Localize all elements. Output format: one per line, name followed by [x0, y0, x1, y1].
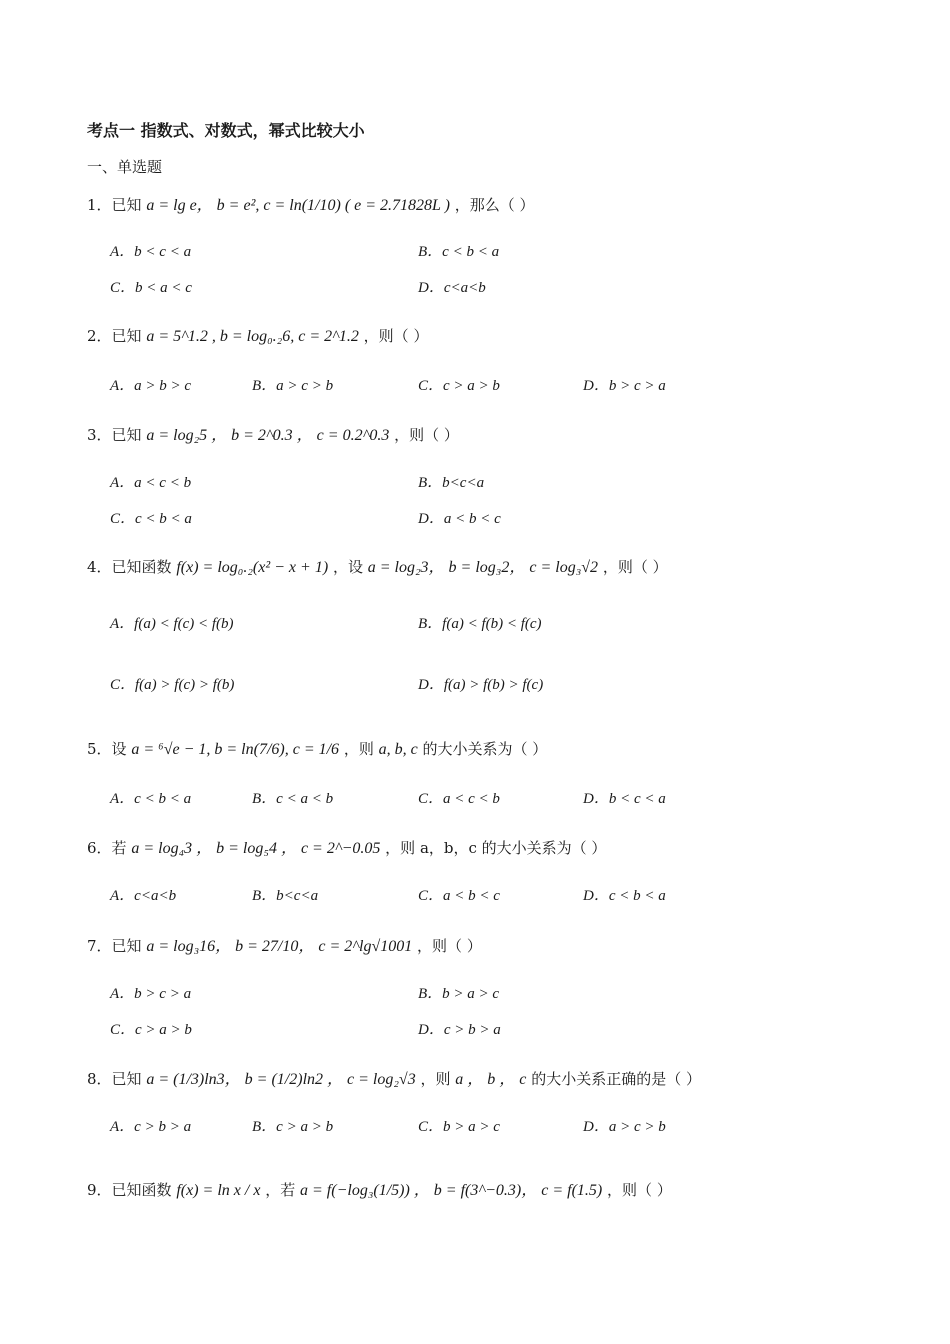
q3-option-b[interactable]: B．b<c<a — [418, 475, 485, 491]
q1-option-d[interactable]: D．c<a<b — [418, 280, 486, 296]
q3-option-c[interactable]: C．c < b < a — [110, 511, 192, 527]
q9-lead: 9．已知函数 — [87, 1181, 172, 1199]
q5-lead: 5．设 — [87, 740, 127, 758]
q2-option-c[interactable]: C．c > a > b — [418, 378, 500, 394]
q8-math: a = (1/3)ln3， b = (1/2)ln2 ， c = log₂√3 — [146, 1071, 416, 1088]
q8-option-d[interactable]: D．a > c > b — [583, 1119, 666, 1135]
q2-tail: ，则（ ） — [363, 327, 429, 345]
q5-option-b[interactable]: B．c < a < b — [252, 791, 334, 807]
q2-lead: 2．已知 — [87, 327, 142, 345]
q9-tail: ，则（ ） — [607, 1181, 672, 1199]
q4-math2: a = log₂3， b = log₃2， c = log₃√2 — [367, 559, 599, 576]
q9-mid: ，若 — [265, 1181, 296, 1199]
question-4 — [87, 554, 668, 577]
page-title: 考点一 指数式、对数式，幂式比较大小 — [87, 121, 365, 140]
question-6 — [87, 835, 606, 858]
q5-mid: ，则 — [343, 740, 374, 758]
q7-option-b[interactable]: B．b > a > c — [418, 986, 500, 1002]
q8-math2: a ， b ， c — [455, 1071, 527, 1088]
q7-tail: ，则（ ） — [417, 937, 482, 955]
question-2 — [87, 325, 428, 346]
q4-option-c[interactable]: C．f(a) > f(c) > f(b) — [110, 677, 235, 693]
q3-option-a[interactable]: A．a < c < b — [110, 475, 192, 491]
q1-lead: 1．已知 — [87, 196, 142, 214]
q3-math: a = log₂5 ， b = 2^0.3 ， c = 0.2^0.3 — [146, 427, 390, 444]
question-8 — [87, 1066, 701, 1089]
question-9 — [87, 1177, 672, 1200]
q6-tail: ，则 a，b，c 的大小关系为（ ） — [385, 839, 607, 857]
q6-option-c[interactable]: C．a < b < c — [418, 888, 500, 904]
q2-math: a = 5^1.2 , b = log₀.₂6, c = 2^1.2 — [146, 328, 359, 345]
q7-option-d[interactable]: D．c > b > a — [418, 1022, 501, 1038]
q3-option-d[interactable]: D．a < b < c — [418, 511, 501, 527]
q3-lead: 3．已知 — [87, 426, 142, 444]
q5-option-d[interactable]: D．b < c < a — [583, 791, 666, 807]
question-1 — [87, 192, 535, 215]
section-heading: 一、单选题 — [87, 158, 163, 176]
q2-option-a[interactable]: A．a > b > c — [110, 378, 192, 394]
q1-option-b[interactable]: B．c < b < a — [418, 244, 500, 260]
q1-option-a[interactable]: A．b < c < a — [110, 244, 192, 260]
q7-lead: 7．已知 — [87, 937, 142, 955]
q4-option-b[interactable]: B．f(a) < f(b) < f(c) — [418, 616, 542, 632]
q4-option-a[interactable]: A．f(a) < f(c) < f(b) — [110, 616, 234, 632]
q9-math: f(x) = ln x / x — [176, 1182, 261, 1199]
q1-math: a = lg e， b = e², c = ln(1/10) ( e = 2.71828L ) — [146, 197, 450, 214]
q5-math: a = ⁶√e − 1, b = ln(7/6), c = 1/6 — [131, 741, 340, 758]
q8-mid: ，则 — [420, 1070, 451, 1088]
question-3 — [87, 422, 459, 445]
q8-tail: 的大小关系正确的是（ ） — [531, 1070, 701, 1088]
q4-option-d[interactable]: D．f(a) > f(b) > f(c) — [418, 677, 544, 693]
q4-tail: ，则（ ） — [602, 558, 668, 576]
q4-lead: 4．已知函数 — [87, 558, 172, 576]
q5-math2: a, b, c — [378, 741, 418, 758]
q6-lead: 6．若 — [87, 839, 127, 857]
q2-option-d[interactable]: D．b > c > a — [583, 378, 666, 394]
q5-option-c[interactable]: C．a < c < b — [418, 791, 500, 807]
q7-option-a[interactable]: A．b > c > a — [110, 986, 192, 1002]
q7-option-c[interactable]: C．c > a > b — [110, 1022, 192, 1038]
question-5 — [87, 738, 547, 759]
q5-option-a[interactable]: A．c < b < a — [110, 791, 192, 807]
q6-option-a[interactable]: A．c<a<b — [110, 888, 177, 904]
q8-option-a[interactable]: A．c > b > a — [110, 1119, 192, 1135]
q4-math: f(x) = log₀.₂(x² − x + 1) — [176, 559, 329, 576]
q6-option-d[interactable]: D．c < b < a — [583, 888, 666, 904]
q8-option-c[interactable]: C．b > a > c — [418, 1119, 500, 1135]
q9-math2: a = f(−log₃(1/5)) ， b = f(3^−0.3)， c = f(1.5) — [300, 1182, 603, 1199]
q2-option-b[interactable]: B．a > c > b — [252, 378, 334, 394]
q5-tail: 的大小关系为（ ） — [422, 740, 548, 758]
q6-math: a = log₄3 ， b = log₅4 ， c = 2^−0.05 — [131, 840, 381, 857]
q4-mid: ，设 — [332, 558, 363, 576]
q8-option-b[interactable]: B．c > a > b — [252, 1119, 334, 1135]
q6-option-b[interactable]: B．b<c<a — [252, 888, 319, 904]
q7-math: a = log₃16， b = 27/10， c = 2^lg√1001 — [146, 938, 413, 955]
q8-lead: 8．已知 — [87, 1070, 142, 1088]
q3-tail: ，则（ ） — [394, 426, 459, 444]
q1-option-c[interactable]: C．b < a < c — [110, 280, 192, 296]
q1-tail: ，那么（ ） — [454, 196, 535, 214]
question-7 — [87, 933, 482, 956]
